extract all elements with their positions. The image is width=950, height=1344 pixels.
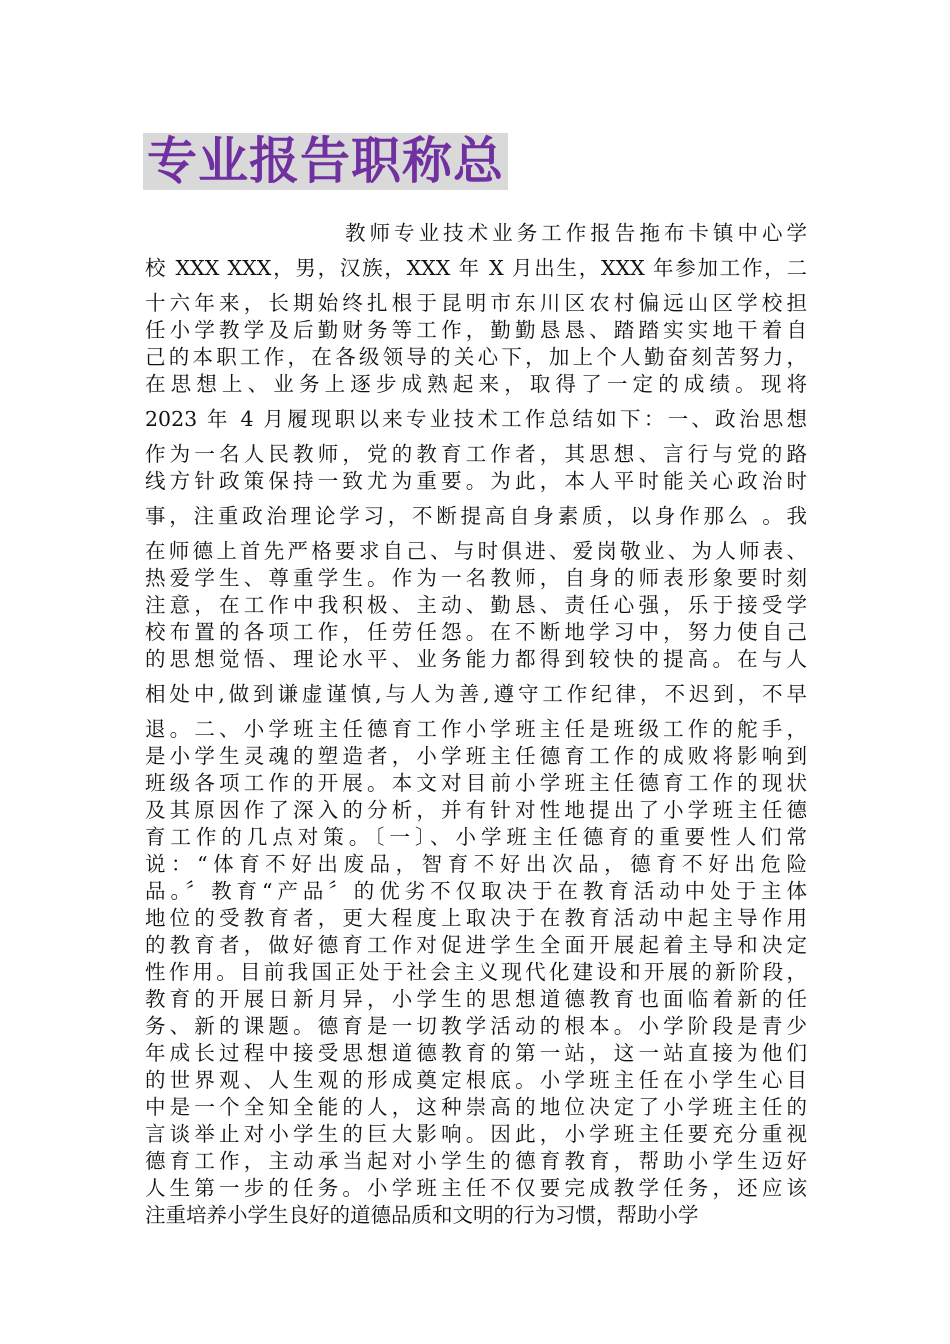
text-line: 年成长过程中接受思想道德教育的第一站，这一站直接为他们 xyxy=(145,1041,807,1065)
text-line: 的教育者，做好德育工作对促进学生全面开展起着主导和决定 xyxy=(145,933,807,957)
text-line: 德育工作，主动承当起对小学生的德育教育，帮助小学生迈好 xyxy=(145,1149,807,1173)
text-line: 退。二、小学班主任德育工作小学班主任是班级工作的舵手， xyxy=(145,717,807,741)
text-line: 己的本职工作，在各级领导的关心下，加上个人勤奋刻苦努力， xyxy=(145,345,807,369)
text-line: 在思想上、业务上逐步成熟起来，取得了一定的成绩。现将 xyxy=(145,372,807,396)
text-line: 线方针政策保持一致尤为重要。为此，本人平时能关心政治时 xyxy=(145,469,807,493)
text-line: 地位的受教育者，更大程度上取决于在教育活动中起主导作用 xyxy=(145,906,807,930)
text-line: 中是一个全知全能的人，这种崇高的地位决定了小学班主任的 xyxy=(145,1095,807,1119)
text-line: 品。〞教育“产品〞的优劣不仅取决于在教育活动中处于主体 xyxy=(145,879,807,903)
text-line: 2023 年 4 月履现职以来专业技术工作总结如下：一、政治思想 xyxy=(145,407,807,431)
text-line: 说：“体育不好出废品，智育不好出次品，德育不好出危险 xyxy=(145,852,807,876)
text-line: 班级各项工作的开展。本文对目前小学班主任德育工作的现状 xyxy=(145,771,807,795)
text-line: 任小学教学及后勤财务等工作，勤勤恳恳、踏踏实实地干着自 xyxy=(145,318,807,342)
text-line: 务、新的课题。德育是一切教学活动的根本。小学阶段是青少 xyxy=(145,1014,807,1038)
text-line: 事，注重政治理论学习，不断提高自身素质，以身作那么 。我 xyxy=(145,504,807,528)
text-line: 作为一名人民教师，党的教育工作者，其思想、言行与党的路 xyxy=(145,442,807,466)
text-line: 性作用。目前我国正处于社会主义现代化建设和开展的新阶段， xyxy=(145,960,807,984)
text-line: 注意，在工作中我积极、主动、勤恳、责任心强，乐于接受学 xyxy=(145,593,807,617)
text-line: 言谈举止对小学生的巨大影响。因此，小学班主任要充分重视 xyxy=(145,1122,807,1146)
text-line: 人生第一步的任务。小学班主任不仅要完成教学任务，还应该 xyxy=(145,1176,807,1200)
text-line: 的思想觉悟、理论水平、业务能力都得到较快的提高。在与人 xyxy=(145,647,807,671)
text-line: 注重培养小学生良好的道德品质和文明的行为习惯，帮助小学 xyxy=(145,1203,699,1227)
text-line: 在师德上首先严格要求自己、与时俱进、爱岗敬业、为人师表、 xyxy=(145,539,807,563)
text-line: 十六年来，长期始终扎根于昆明市东川区农村偏远山区学校担 xyxy=(145,291,807,315)
text-line: 校布置的各项工作，任劳任怨。在不断地学习中，努力使自己 xyxy=(145,620,807,644)
text-line: 育工作的几点对策。〔一〕、小学班主任德育的重要性人们常 xyxy=(145,825,807,849)
text-line: 教育的开展日新月异，小学生的思想道德教育也面临着新的任 xyxy=(145,987,807,1011)
text-line: 的世界观、人生观的形成奠定根底。小学班主任在小学生心目 xyxy=(145,1068,807,1092)
document-title: 专业报告职称总 xyxy=(143,133,508,190)
document-body xyxy=(145,220,807,1229)
text-line: 相处中,做到谦虚谨慎,与人为善,遵守工作纪律，不迟到，不早 xyxy=(145,682,807,706)
text-line: 热爱学生、尊重学生。作为一名教师，自身的师表形象要时刻 xyxy=(145,566,807,590)
text-line: 是小学生灵魂的塑造者，小学班主任德育工作的成败将影响到 xyxy=(145,744,807,768)
text-line: 及其原因作了深入的分析，并有针对性地提出了小学班主任德 xyxy=(145,798,807,822)
text-line: 教师专业技术业务工作报告拖布卡镇中心学 xyxy=(345,221,807,245)
text-line: 校 XXX XXX，男，汉族，XXX 年 X 月出生，XXX 年参加工作，二 xyxy=(145,256,807,280)
